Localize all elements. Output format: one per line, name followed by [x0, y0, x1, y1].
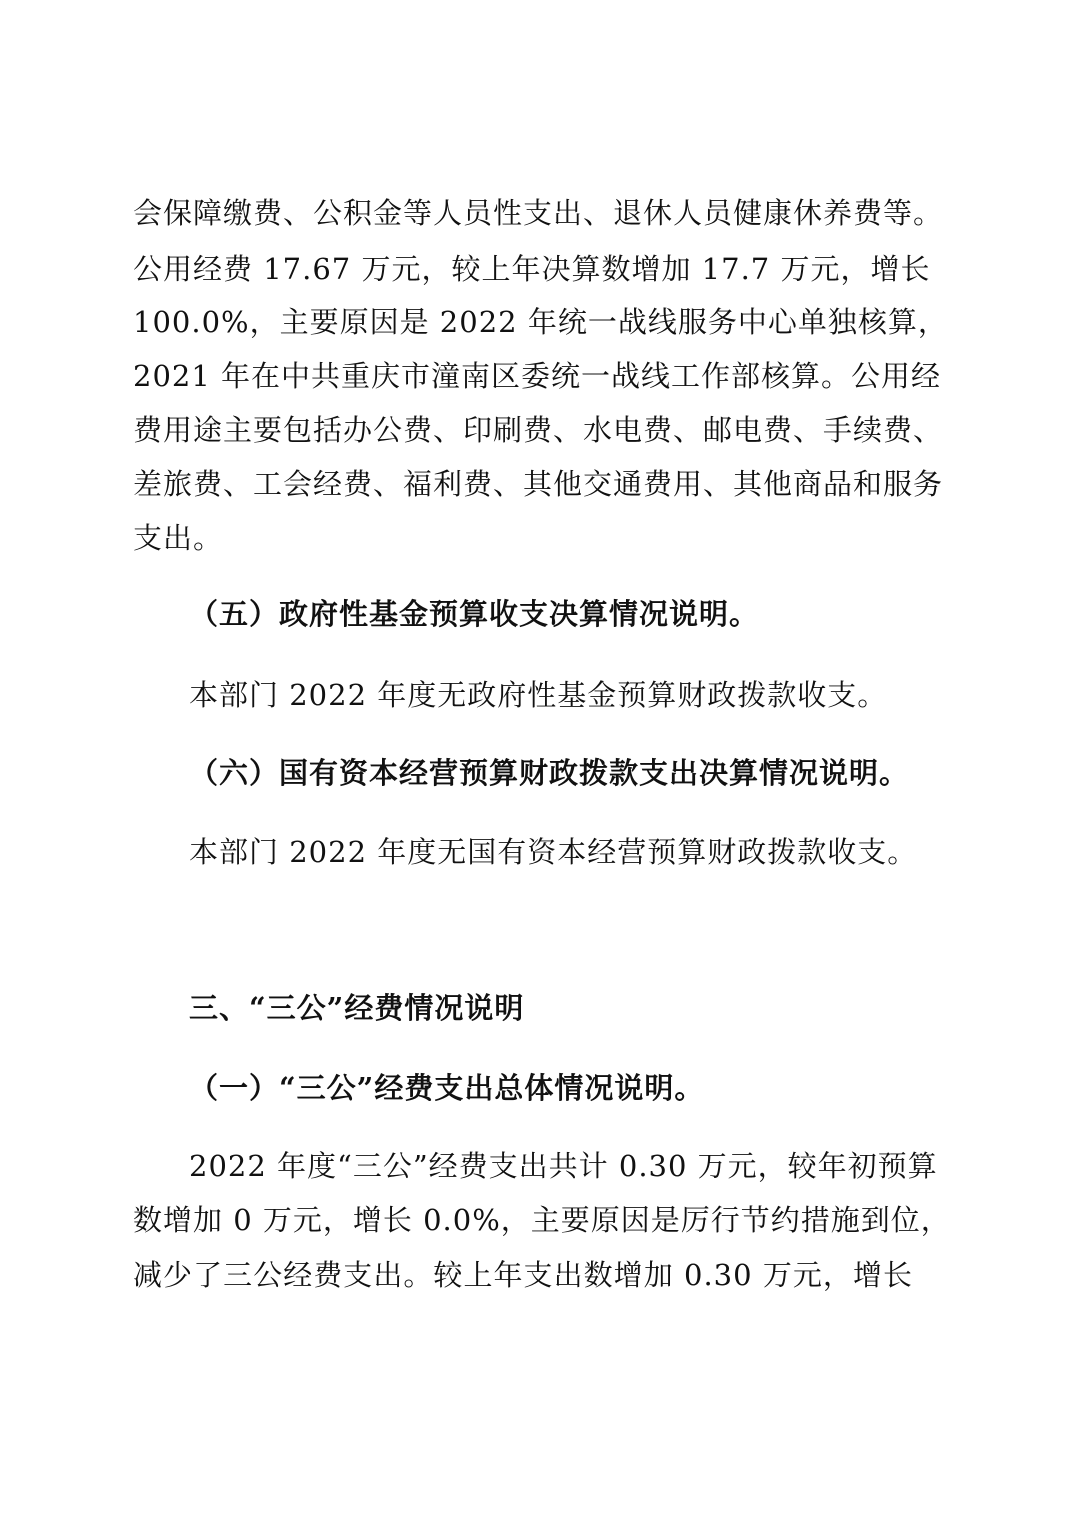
paragraph-line: 数增加 0 万元，增长 0.0%，主要原因是厉行节约措施到位， [133, 1203, 951, 1237]
paragraph-line: 100.0%，主要原因是 2022 年统一战线服务中心单独核算， [133, 305, 948, 339]
paragraph-line: 2021 年在中共重庆市潼南区委统一战线工作部核算。公用经 [133, 359, 942, 393]
section-body-six: 本部门 2022 年度无国有资本经营预算财政拨款收支。 [189, 835, 918, 869]
subsection-heading-one: （一）“三公”经费支出总体情况说明。 [189, 1071, 705, 1105]
section-heading-five: （五）政府性基金预算收支决算情况说明。 [189, 597, 760, 631]
paragraph-line: 公用经费 17.67 万元，较上年决算数增加 17.7 万元，增长 [133, 252, 931, 286]
paragraph-line: 减少了三公经费支出。较上年支出数增加 0.30 万元，增长 [133, 1258, 913, 1292]
section-heading-six: （六）国有资本经营预算财政拨款支出决算情况说明。 [189, 756, 910, 790]
paragraph-line: 费用途主要包括办公费、印刷费、水电费、邮电费、手续费、 [133, 413, 944, 447]
section-body-five: 本部门 2022 年度无政府性基金预算财政拨款收支。 [189, 678, 888, 712]
paragraph-line: 支出。 [133, 521, 224, 555]
paragraph-line: 差旅费、工会经费、福利费、其他交通费用、其他商品和服务 [133, 467, 944, 501]
paragraph-line: 会保障缴费、公积金等人员性支出、退休人员健康休养费等。 [133, 196, 944, 230]
paragraph-line: 2022 年度“三公”经费支出共计 0.30 万元，较年初预算 [189, 1149, 938, 1183]
part-three-heading: 三、“三公”经费情况说明 [189, 991, 525, 1025]
